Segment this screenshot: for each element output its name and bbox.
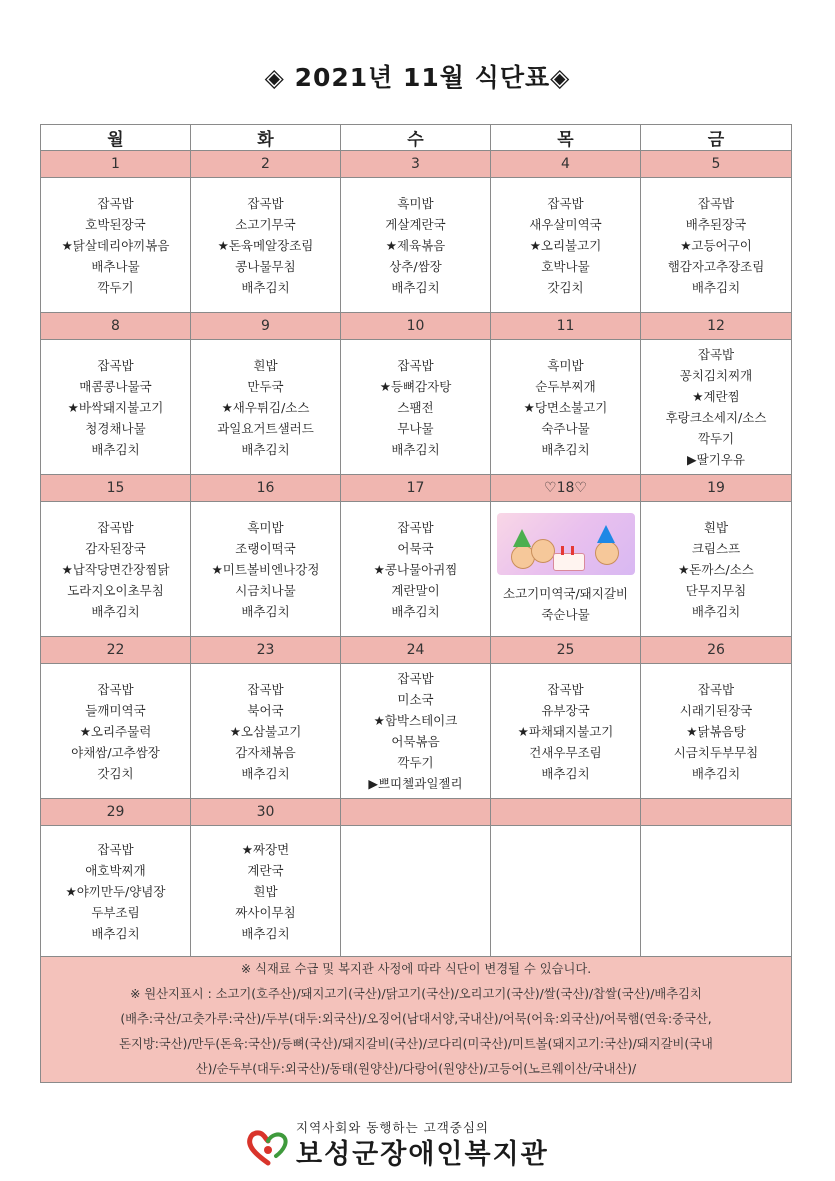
menu-item: 잡곡밥 [97, 681, 134, 697]
notes-origin-line-3: 돈지방:국산)/만두(돈육:국산)/등뼈(국산)/돼지갈비(국산)/코다리(미국산)/미트볼(돼지고기:국산)/돼지갈비(국내 [119, 1037, 713, 1051]
menu-row [41, 664, 792, 799]
menu-cell [191, 178, 341, 313]
menu-item: 잡곡밥 [697, 195, 735, 211]
menu-item: 배추김치 [691, 765, 741, 781]
menu-item: 순두부찌개 [535, 378, 596, 394]
menu-item: ▶딸기우유 [687, 452, 745, 467]
menu-item: ★계란찜 [692, 389, 740, 404]
menu-item: 배추김치 [241, 925, 290, 941]
cake-icon [553, 553, 585, 571]
menu-cell [341, 340, 491, 475]
date-row [41, 313, 792, 340]
menu-cell [341, 826, 491, 957]
menu-item: 꽁치김치찌개 [679, 368, 753, 383]
menu-item: 건새우무조림 [529, 744, 602, 760]
menu-item: 시금치두부무침 [673, 744, 759, 760]
candle-icon [561, 546, 564, 555]
weeks-body [41, 151, 792, 957]
menu-item: 잡곡밥 [397, 671, 434, 686]
menu-cell [341, 664, 491, 799]
menu-item: ★닭살데리야끼볶음 [61, 237, 170, 253]
menu-item: 배추김치 [691, 279, 741, 295]
date-cell: 11 [491, 313, 641, 340]
menu-item: ★콩나물아귀찜 [373, 561, 458, 577]
menu-item: 배추김치 [391, 441, 440, 457]
menu-item: 깍두기 [97, 279, 134, 295]
menu-item: 시금치나물 [235, 582, 296, 598]
menu-item: 계란말이 [391, 582, 440, 598]
menu-item: 만두국 [247, 378, 284, 394]
date-cell: ♡18♡ [491, 475, 641, 502]
menu-item: 상추/쌈장 [389, 258, 442, 274]
menu-item: 숙주나물 [541, 420, 590, 436]
date-cell: 10 [341, 313, 491, 340]
date-cell: 23 [191, 637, 341, 664]
menu-item: 흑미밥 [397, 195, 434, 211]
menu-item: 갓김치 [547, 279, 584, 295]
date-row [41, 151, 792, 178]
menu-item: 배추김치 [91, 603, 140, 619]
birthday-party-illustration [497, 513, 635, 575]
child-figure-icon [531, 539, 555, 563]
weekday-wed: 수 [341, 125, 491, 151]
menu-cell [491, 340, 641, 475]
date-cell: 19 [641, 475, 792, 502]
notes-origin-line-1: ※ 원산지표시 : 소고기(호주산)/돼지고기(국산)/닭고기(국산)/오리고기(국산)/쌀(국산)/찹쌀(국산)/배추김치 [130, 987, 702, 1001]
menu-item: 잡곡밥 [697, 347, 735, 362]
menu-item: 잡곡밥 [247, 681, 284, 697]
menu-item: 배추김치 [241, 441, 290, 457]
menu-cell [41, 340, 191, 475]
notes-origin-line-4: 산)/순두부(대두:외국산)/동태(원양산)/다랑어(원양산)/고등어(노르웨이산/국내산)/ [195, 1062, 637, 1076]
menu-item: 배추김치 [241, 603, 290, 619]
date-cell: 9 [191, 313, 341, 340]
menu-item: 배추김치 [541, 765, 590, 781]
menu-row [41, 502, 792, 637]
menu-cell [641, 664, 792, 799]
menu-item: 잡곡밥 [547, 681, 584, 697]
menu-item: 매콤콩나물국 [79, 378, 152, 394]
menu-item: 호박나물 [541, 258, 590, 274]
menu-cell [341, 178, 491, 313]
menu-cell [41, 178, 191, 313]
menu-item: 잡곡밥 [547, 195, 584, 211]
date-cell: 30 [191, 799, 341, 826]
menu-item: 흑미밥 [247, 519, 284, 535]
date-cell: 29 [41, 799, 191, 826]
notes-box [41, 957, 792, 1083]
menu-item: 배추김치 [391, 603, 440, 619]
menu-item: 콩나물무침 [235, 258, 296, 274]
menu-item: 잡곡밥 [97, 519, 134, 535]
menu-item: ★오리주물럭 [79, 723, 152, 739]
weekday-tue: 화 [191, 125, 341, 151]
date-cell: 1 [41, 151, 191, 178]
date-cell: 25 [491, 637, 641, 664]
menu-item: 시래기된장국 [679, 702, 753, 718]
date-cell: 4 [491, 151, 641, 178]
date-cell: 26 [641, 637, 792, 664]
date-cell: 24 [341, 637, 491, 664]
menu-item: 과일요거트샐러드 [217, 420, 314, 436]
menu-item: 미소국 [397, 692, 434, 707]
menu-item: 소고기미역국/돼지갈비 [503, 586, 628, 601]
menu-cell [41, 664, 191, 799]
menu-item: 감자된장국 [85, 540, 146, 556]
menu-item: 짜사이무침 [235, 904, 296, 920]
date-cell: 2 [191, 151, 341, 178]
date-cell: 12 [641, 313, 792, 340]
menu-item: 깍두기 [397, 755, 434, 770]
date-row [41, 637, 792, 664]
menu-item: 배추김치 [691, 603, 741, 619]
menu-item: ★함박스테이크 [373, 713, 458, 728]
menu-item: 잡곡밥 [697, 681, 735, 697]
menu-item: 갓김치 [97, 765, 134, 781]
date-cell [641, 799, 792, 826]
menu-cell [641, 340, 792, 475]
menu-cell [191, 340, 341, 475]
menu-cell [491, 502, 641, 637]
menu-item: 호박된장국 [85, 216, 146, 232]
meal-calendar [40, 124, 792, 1083]
date-cell: 8 [41, 313, 191, 340]
menu-item: 무나물 [397, 420, 434, 436]
menu-item: ★돈까스/소스 [678, 561, 754, 577]
menu-item: 계란국 [247, 862, 284, 878]
date-cell: 16 [191, 475, 341, 502]
date-cell: 3 [341, 151, 491, 178]
menu-item: 배추김치 [391, 279, 440, 295]
menu-item: 잡곡밥 [97, 841, 134, 857]
menu-item: 깍두기 [697, 431, 735, 446]
menu-item: 두부조림 [91, 904, 140, 920]
menu-item: 흰밥 [253, 357, 278, 373]
notes-origin-line-2: (배추:국산/고춧가루:국산)/두부(대두:외국산)/오징어(남대서양,국내산)/어묵(어육:외국산)/어묵햄(연육:중국산, [120, 1012, 712, 1026]
menu-item: 배추김치 [91, 441, 140, 457]
menu-cell [41, 826, 191, 957]
party-hat-icon [597, 525, 615, 543]
menu-item: 배추나물 [91, 258, 140, 274]
menu-item: 단무지무침 [685, 582, 747, 598]
menu-item: 잡곡밥 [97, 357, 134, 373]
menu-item: 스팸전 [397, 399, 434, 415]
menu-item: ★등뼈감자탕 [379, 378, 452, 394]
menu-item: ★오리불고기 [529, 237, 602, 253]
menu-cell [491, 178, 641, 313]
menu-cell [41, 502, 191, 637]
page-title: ◈ 2021년 11월 식단표◈ [264, 63, 571, 92]
menu-item: 청경채나물 [85, 420, 146, 436]
weekday-mon: 월 [41, 125, 191, 151]
menu-cell [641, 178, 792, 313]
candle-icon [571, 546, 574, 555]
menu-item: 애호박찌개 [85, 862, 146, 878]
party-hat-icon [513, 529, 531, 547]
weekday-header-row [41, 125, 792, 151]
heart-logo-icon [246, 1128, 290, 1166]
date-cell: 15 [41, 475, 191, 502]
menu-item: 배추김치 [541, 441, 590, 457]
menu-item: ★짜장면 [241, 841, 290, 857]
footer-subtitle: 지역사회와 동행하는 고객중심의 [296, 1120, 489, 1135]
menu-cell [641, 826, 792, 957]
menu-item: 감자채볶음 [235, 744, 296, 760]
menu-item: 야채쌈/고추쌈장 [71, 744, 160, 760]
menu-item: 배추김치 [91, 925, 140, 941]
menu-item: 배추된장국 [685, 216, 747, 232]
menu-item: 배추김치 [241, 279, 290, 295]
menu-item: ★새우튀김/소스 [221, 399, 310, 415]
menu-cell [491, 826, 641, 957]
date-row [41, 475, 792, 502]
menu-item: 잡곡밥 [397, 357, 434, 373]
menu-item: ★미트볼비엔나강정 [211, 561, 320, 577]
date-cell: 5 [641, 151, 792, 178]
menu-item: ★제육볶음 [385, 237, 446, 253]
menu-item: 죽순나물 [541, 607, 590, 622]
menu-cell [341, 502, 491, 637]
menu-item: 소고기무국 [235, 216, 296, 232]
menu-item: 유부장국 [541, 702, 590, 718]
menu-item: ★바싹돼지불고기 [67, 399, 164, 415]
menu-item: 흰밥 [703, 519, 729, 535]
menu-item: ★고등어구이 [680, 237, 752, 253]
date-cell [341, 799, 491, 826]
menu-item: ★돈육메알장조림 [217, 237, 314, 253]
menu-cell [191, 826, 341, 957]
menu-item: ★야끼만두/양념장 [65, 883, 166, 899]
date-cell: 22 [41, 637, 191, 664]
menu-cell [491, 664, 641, 799]
footer-org-name: 보성군장애인복지관 [296, 1139, 549, 1170]
menu-item: 어묵볶음 [391, 734, 440, 749]
menu-item: 들깨미역국 [85, 702, 146, 718]
menu-item: 흑미밥 [547, 357, 584, 373]
menu-row [41, 178, 792, 313]
menu-item: 조랭이떡국 [235, 540, 296, 556]
menu-item: 배추김치 [241, 765, 290, 781]
date-cell [491, 799, 641, 826]
weekday-thu: 목 [491, 125, 641, 151]
menu-item: 도라지오이초무침 [67, 582, 164, 598]
menu-item: ★납작당면간장찜닭 [61, 561, 170, 577]
menu-item: ★오삼불고기 [229, 723, 302, 739]
menu-item: 게살계란국 [385, 216, 446, 232]
menu-row [41, 340, 792, 475]
menu-item: ★닭볶음탕 [686, 723, 746, 739]
menu-item: 잡곡밥 [247, 195, 284, 211]
weekday-fri: 금 [641, 125, 792, 151]
menu-item: 후랑크소세지/소스 [665, 410, 767, 425]
menu-item: 어묵국 [397, 540, 434, 556]
menu-item: 크림스프 [691, 540, 741, 556]
menu-item: 잡곡밥 [397, 519, 434, 535]
menu-cell [191, 502, 341, 637]
menu-cell [191, 664, 341, 799]
menu-item: ★당면소불고기 [523, 399, 608, 415]
menu-item: 북어국 [247, 702, 284, 718]
child-figure-icon [595, 541, 619, 565]
menu-item: 잡곡밥 [97, 195, 134, 211]
menu-item: 흰밥 [253, 883, 278, 899]
menu-item: 새우살미역국 [529, 216, 602, 232]
menu-item: 햄감자고추장조림 [667, 258, 765, 274]
notes-change-notice: ※ 식재료 수급 및 복지관 사정에 따라 식단이 변경될 수 있습니다. [240, 962, 592, 976]
date-row [41, 799, 792, 826]
date-cell: 17 [341, 475, 491, 502]
menu-cell [641, 502, 792, 637]
menu-item: ▶쁘띠첼과일젤리 [368, 776, 463, 791]
menu-row [41, 826, 792, 957]
menu-item: ★파채돼지불고기 [517, 723, 614, 739]
